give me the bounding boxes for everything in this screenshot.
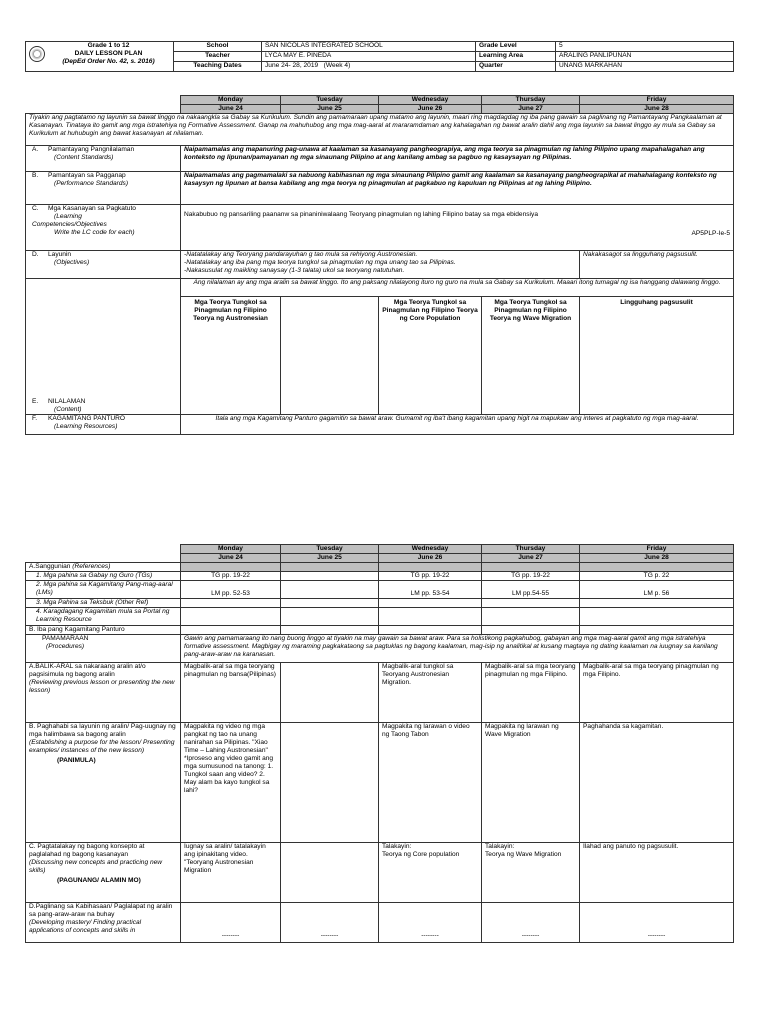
lm-pages-value: LM pp.54-55: [482, 581, 580, 599]
date-header: June 28: [580, 105, 734, 114]
lm-pages-value: [281, 581, 379, 599]
day-header-monday: Monday: [181, 96, 281, 105]
school-value: SAN NICOLAS INTEGRATED SCHOOL: [262, 42, 476, 52]
review-monday: Magbalik-aral sa mga teoryang pinagmulan ng bansa(Pilipinas): [181, 663, 281, 723]
lesson-plan-table-2: [25, 544, 734, 943]
objectives-label: [26, 251, 181, 279]
performance-standards-text: Naipamamalas ang pagmamalaki sa nabuong kabihasnan ng mga sinaunang Pilipino gamit ang kaalaman sa kasanayang pangheograpikal at mahahalagang konteksto ng kasaysyn ng lipunan at bansa kabilang ang mga teorya ng pinagmulan at pagkabuo ng kapuluan ng Pilipinas at ng lahing Pilipino.: [181, 172, 734, 205]
day-header-tuesday: Tuesday: [281, 96, 379, 105]
plan-type: DAILY LESSON PLAN: [74, 50, 143, 57]
row-letter: C.: [32, 205, 39, 212]
learning-resources-label: [26, 415, 181, 435]
grade-level-label: Grade Level: [476, 42, 556, 52]
day-header-wednesday: Wednesday: [379, 96, 482, 105]
content-standards-label: [26, 146, 181, 172]
tg-pages-value: TG pp. 19-22: [482, 572, 580, 581]
references-label: [26, 563, 181, 572]
tg-pages-value: TG pp. 19-22: [181, 572, 281, 581]
mastery-thursday: --------: [482, 903, 580, 943]
lm-pages-value: LM pp. 52-53: [181, 581, 281, 599]
date-header: June 24: [181, 105, 281, 114]
content-label: [26, 279, 181, 415]
competencies-label: [26, 205, 181, 251]
lc-code: AP5PLP-Ie-5: [691, 230, 730, 237]
row-title: A.BALIK-ARAL sa nakaraang aralin at/o pagsisimula ng bagong aralin: [29, 663, 146, 678]
objective-line: -Nakasusulat ng maikling sanaysay (1-3 talata) ukol sa teoryang natutuhan.: [184, 267, 405, 274]
tg-pages-value: TG pp. 19-22: [379, 572, 482, 581]
mastery-label: [26, 903, 181, 943]
review-friday: Magbalik-aral sa mga teoryang pinagmulan ng mga Filipino.: [580, 663, 734, 723]
tg-pages-value: TG p. 22: [580, 572, 734, 581]
date-header: June 28: [580, 554, 734, 563]
mastery-tuesday: --------: [281, 903, 379, 943]
mastery-friday: --------: [580, 903, 734, 943]
content-friday: Lingguhang pagsusulit: [580, 297, 734, 415]
row-tag: (PANIMULA): [57, 757, 96, 764]
grade-level-value: 5: [556, 42, 734, 52]
row-subtitle: (Content Standards): [54, 154, 114, 161]
row-title: Pamantayang Pangnilalaman: [48, 146, 135, 153]
deped-seal-icon: [29, 46, 45, 62]
lesson-plan-table-1: [25, 95, 734, 435]
row-letter: F.: [32, 415, 38, 422]
dates-text: June 24- 28, 2019: [265, 62, 319, 69]
performance-standards-label: [26, 172, 181, 205]
header-table: [25, 41, 734, 72]
procedures-label: [26, 635, 181, 663]
discussion-thursday: [482, 843, 580, 903]
row-subtitle: Competencies/Objectives: [32, 221, 107, 228]
discussion-line: Teorya ng Core population: [382, 851, 460, 858]
row-subtitle: (Performance Standards): [54, 180, 129, 187]
row-letter: A.: [32, 146, 39, 153]
row-title: A.Sanggunian: [29, 563, 71, 570]
row-subtitle: (Establishing a purpose for the lesson/ Presenting examples/ instances of the new lesson): [29, 739, 175, 754]
review-label: [26, 663, 181, 723]
row-letter: D.: [32, 251, 39, 258]
row-title: D.Paglinang sa Kabihasaan/ Paglalapat ng aralin sa pang-araw-araw na buhay: [29, 903, 173, 918]
content-tuesday: [281, 297, 379, 415]
row-subtitle: (Discussing new concepts and practicing new skills): [29, 859, 163, 874]
row-letter: E.: [32, 398, 39, 405]
day-header-friday: Friday: [580, 96, 734, 105]
date-header: June 26: [379, 554, 482, 563]
quarter-value: UNANG MARKAHAN: [556, 62, 734, 72]
date-header: June 25: [281, 105, 379, 114]
learning-area-label: Learning Area: [476, 52, 556, 62]
date-header: June 27: [482, 105, 580, 114]
content-standards-text: Naipamamalas ang mapanuring pag-unawa at kaalaman sa kasanayang pangheograpiya, ang mga teorya sa pinagmulan ng lahing Pilipino upang mapahalagahan ang konteksto ng lipunan/pamayanan ng mga sinaunang Pilipino at ang kanilang ambag sa pagbuo ng kasaysayan ng Pilipinas.: [181, 146, 734, 172]
portal-resources-label: 4. Karagdagang Kagamitan mula sa Portal ng Learning Resource: [26, 608, 181, 626]
row-title: NILALAMAN: [48, 398, 86, 405]
intro-instructions: Tiyakin ang pagtatamo ng layunin sa bawat linggo na nakaangkla sa Gabay sa Kurikulum. Sundin ang pamamaraan upang matamo ang layunin, maari ring magdagdag ng iba pang gawain sa paglinang ng Pamantayang Pangkaalaman at Kasanayan. Tinataya ito gamit ang mga istratehiya ng Formative Assessment. Ganap na mahuhubog ang mga mag-aaral at mararamdaman ang kahalagahan ng bawat aralin dahil ang mga layunin sa bawat linggo ay mula sa Gabay sa Kurikulum at huhubugin ang bawat kasanayan at nilalaman.: [26, 114, 734, 146]
day-header-thursday: Thursday: [482, 96, 580, 105]
quarter-label: Quarter: [476, 62, 556, 72]
row-title: B. Paghahabi sa layunin ng aralin/ Pag-uugnay ng mga halimbawa sa bagong aralin: [29, 723, 176, 738]
objective-line: -Natatalakay ang iba pang mga teorya tungkol sa pinagmulan ng mga unang tao sa Pilipinas.: [184, 259, 456, 266]
review-tuesday: [281, 663, 379, 723]
row-subtitle: (Content): [54, 406, 82, 413]
week-text: (Week 4): [323, 62, 351, 69]
school-label: School: [174, 42, 262, 52]
objective-line: -Natatalakay ang Teoryang pandarayuhan g tao mula sa rehiyong Austronesian.: [184, 251, 418, 258]
content-monday: Mga Teorya Tungkol sa Pinagmulan ng Filipino Teorya ng Austronesian: [181, 297, 281, 415]
other-materials-label: B. Iba pang Kagamitang Panturo: [26, 626, 181, 635]
teacher-value: LYCA MAY E. PINEDA: [262, 52, 476, 62]
teaching-dates-label: Teaching Dates: [174, 62, 262, 72]
learning-resources-text: Itala ang mga Kagamitang Panturo gagamitin sa bawat araw. Gumamit ng iba't ibang kagamitan upang higit na mapukaw ang interes at pagkatuto ng mga mag-aaral.: [181, 415, 734, 435]
purpose-label: [26, 723, 181, 843]
mastery-monday: --------: [181, 903, 281, 943]
discussion-line: Talakayin:: [485, 843, 515, 850]
discussion-friday: Ilahad ang panuto ng pagsusulit.: [580, 843, 734, 903]
date-header: June 25: [281, 554, 379, 563]
day-header-wednesday: Wednesday: [379, 545, 482, 554]
review-thursday: Magbalik-aral sa mga teoryang pinagmulan ng mga Filipino.: [482, 663, 580, 723]
row-tag: (PAGUNANG/ ALAMIN MO): [57, 877, 141, 884]
row-title: Layunin: [48, 251, 72, 258]
procedures-text: Gawin ang pamamaraang ito nang buong linggo at tiyakin na may gawain sa bawat araw. Para sa holistikong pagkahubog, gabayan ang mga mag-aaral gamit ang mga istratehiya formative assessment. Magbigay ng maraming pagkakataong sa pagtuklas ng bagong kaalaman, mag-isip ng analitikal at kusang magtaya ng dating kaalaman na iuugnay sa kanilang pang-araw-araw na karanasan.: [181, 635, 734, 663]
row-letter: B.: [32, 172, 39, 179]
date-header: June 26: [379, 105, 482, 114]
row-title: KAGAMITANG PANTURO: [48, 415, 126, 422]
competencies-text: Nakabubuo ng pansariling paananw sa pinaniniwalaang Teoryang pinagmulan ng lahing Filipino batay sa mga ebidensiya: [184, 211, 538, 218]
discussion-line: Teorya ng Wave Migration: [485, 851, 562, 858]
tg-pages-value: [281, 572, 379, 581]
row-subtitle: (Procedures): [46, 643, 85, 650]
discussion-wednesday: [379, 843, 482, 903]
purpose-thursday: Magpakita ng larawan ng Wave Migration: [482, 723, 580, 843]
lm-pages-label: 2. Mga pahina sa Kagamitang Pang-mag-aaral (LMs): [26, 581, 181, 599]
date-header: June 27: [482, 554, 580, 563]
grade-range: Grade 1 to 12: [87, 42, 130, 49]
competencies-cell: [181, 205, 734, 251]
discussion-monday: Iugnay sa aralin/ tatalakayin ang ipinakitang video. "Teoryang Austronesian Migration: [181, 843, 281, 903]
row-title: Mga Kasanayan sa Pagkatuto: [48, 205, 136, 212]
content-thursday: Mga Teorya Tungkol sa Pinagmulan ng Filipino Teorya ng Wave Migration: [482, 297, 580, 415]
purpose-monday: Magpakita ng video ng mga pangkat ng tao na unang nanirahan sa Pilipinas. "Xiao Time – Lahing Austronesian" *Iproseso ang video gamit ang mga sumusunod na tanong: 1. Tungkol saan ang video? 2. May alam ba kayo tungkol sa lahi?: [181, 723, 281, 843]
row-subtitle: Write the LC code for each): [54, 229, 135, 236]
review-wednesday: Magbalik-aral tungkol sa Teoryang Austronesian Migration.: [379, 663, 482, 723]
row-title: C. Pagtatalakay ng bagong konsepto at paglalahad ng bagong kasanayan: [29, 843, 145, 858]
row-title: PAMAMARAAN: [42, 635, 89, 642]
row-subtitle: (Learning Resources): [54, 423, 118, 430]
plan-title-block: [26, 42, 174, 72]
mastery-wednesday: --------: [379, 903, 482, 943]
day-header-thursday: Thursday: [482, 545, 580, 554]
tg-pages-label: 1. Mga pahina sa Gabay ng Guro (TGs): [26, 572, 181, 581]
teacher-label: Teacher: [174, 52, 262, 62]
deped-order: (DepEd Order No. 42, s. 2016): [62, 58, 155, 65]
content-wednesday: Mga Teorya Tungkol sa Pinagmulan ng Filipino Teorya ng Core Population: [379, 297, 482, 415]
textbook-pages-label: 3. Mga Pahina sa Teksbuk (Other Ref): [26, 599, 181, 608]
day-header-friday: Friday: [580, 545, 734, 554]
objectives-friday: Nakakasagot sa lingguhang pagsusulit.: [580, 251, 734, 279]
date-header: June 24: [181, 554, 281, 563]
day-header-tuesday: Tuesday: [281, 545, 379, 554]
row-subtitle: (Objectives): [54, 259, 90, 266]
purpose-tuesday: [281, 723, 379, 843]
row-title: Pamantayan sa Pagganap: [48, 172, 126, 179]
row-subtitle: (Reviewing previous lesson or presenting the new lesson): [29, 679, 175, 694]
row-subtitle: (Learning: [54, 213, 82, 220]
teaching-dates-value: [262, 62, 476, 72]
lm-pages-value: LM pp. 53-54: [379, 581, 482, 599]
content-note: Ang nilalaman ay ang mga aralin sa bawat linggo. Ito ang paksang nilalayong ituro ng guro na mula sa Gabay sa Kurikulum. Maaari itong tumagal ng isa hanggang dalawang linggo.: [181, 279, 734, 297]
day-header-monday: Monday: [181, 545, 281, 554]
objectives-text: [181, 251, 580, 279]
purpose-friday: Paghahanda sa kagamitan.: [580, 723, 734, 843]
row-subtitle: (References): [72, 563, 111, 570]
discussion-tuesday: [281, 843, 379, 903]
discussion-label: [26, 843, 181, 903]
purpose-wednesday: Magpakita ng larawan o video ng Taong Tabon: [379, 723, 482, 843]
learning-area-value: ARALING PANLIPUNAN: [556, 52, 734, 62]
lm-pages-value: LM p. 56: [580, 581, 734, 599]
row-subtitle: (Developing mastery/ Finding practical applications of concepts and skills in: [29, 919, 142, 934]
discussion-line: Talakayin:: [382, 843, 412, 850]
